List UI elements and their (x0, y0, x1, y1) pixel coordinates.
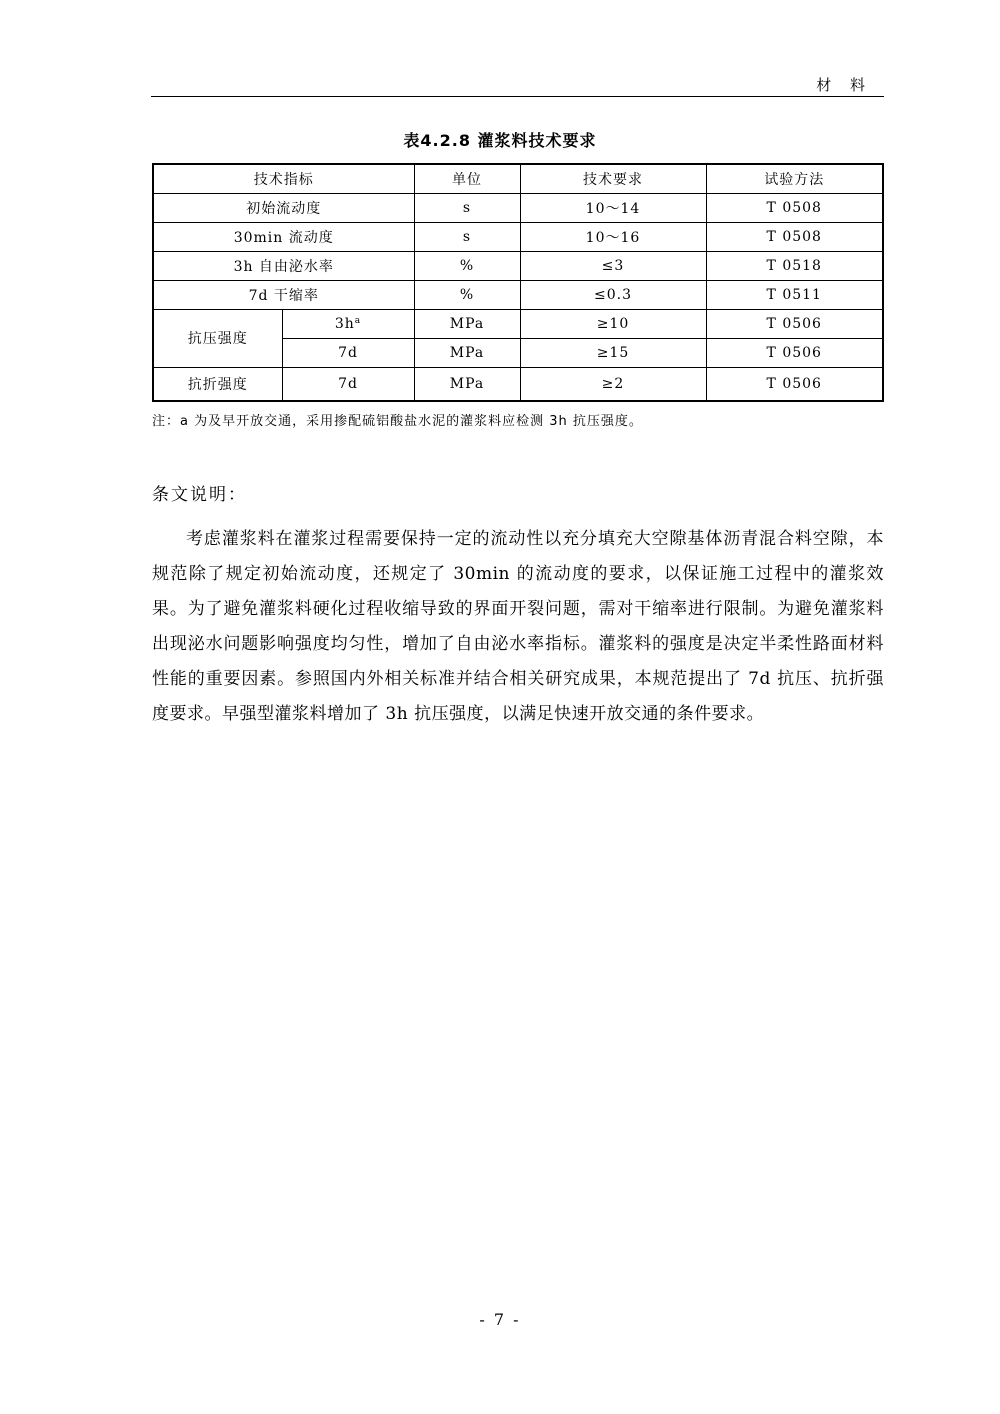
age-cell: 7d (282, 338, 414, 367)
table-row (153, 251, 883, 280)
column-header-indicator: 技术指标 (153, 164, 414, 193)
running-header-title: 材 料 (816, 76, 872, 94)
requirement-cell: 10～14 (520, 193, 706, 222)
explanation-paragraph: 考虑灌浆料在灌浆过程需要保持一定的流动性以充分填充大空隙基体沥青混合料空隙，本规范除了规定初始流动度，还规定了 30min 的流动度的要求，以保证施工过程中的灌浆效果。为了避免灌浆料硬化过程收缩导致的界面开裂问题，需对干缩率进行限制。为避免灌浆料出现泌水问题影响强度均匀性，增加了自由泌水率指标。灌浆料的强度是决定半柔性路面材料性能的重要因素。参照国内外相关标准并结合相关研究成果，本规范提出了 7d 抗压、抗折强度要求。早强型灌浆料增加了 3h 抗压强度，以满足快速开放交通的条件要求。 (152, 529, 884, 724)
unit-cell: % (414, 251, 520, 280)
requirement-cell: ≤0.3 (520, 280, 706, 309)
method-cell: T 0508 (706, 222, 883, 251)
column-header-requirement: 技术要求 (520, 164, 706, 193)
header-rule (151, 96, 884, 97)
method-cell: T 0518 (706, 251, 883, 280)
table-row (153, 309, 883, 338)
table-row (153, 193, 883, 222)
age-text: 3h (334, 315, 355, 332)
table-row (153, 367, 883, 401)
indicator-cell: 初始流动度 (153, 193, 414, 222)
page-number: - 7 - (479, 1310, 521, 1329)
unit-cell: s (414, 222, 520, 251)
requirement-cell: ≥15 (520, 338, 706, 367)
table-row (153, 222, 883, 251)
unit-cell: MPa (414, 338, 520, 367)
table-footnote: 注：a 为及早开放交通，采用掺配硫铝酸盐水泥的灌浆料应检测 3h 抗压强度。 (152, 414, 643, 429)
table-caption: 表4.2.8 灌浆料技术要求 (403, 131, 597, 150)
requirement-cell: ≥10 (520, 309, 706, 338)
unit-cell: % (414, 280, 520, 309)
indicator-cell: 7d 干缩率 (153, 280, 414, 309)
age-cell: 7d (282, 367, 414, 401)
table-row (153, 280, 883, 309)
requirement-cell: ≥2 (520, 367, 706, 401)
method-cell: T 0506 (706, 309, 883, 338)
column-header-unit: 单位 (414, 164, 520, 193)
flexural-strength-label: 抗折强度 (153, 367, 282, 401)
indicator-cell: 30min 流动度 (153, 222, 414, 251)
method-cell: T 0506 (706, 338, 883, 367)
unit-cell: s (414, 193, 520, 222)
indicator-cell: 3h 自由泌水率 (153, 251, 414, 280)
explanation-heading: 条文说明： (152, 485, 247, 505)
footnote-mark: a (354, 315, 362, 326)
age-cell (282, 309, 414, 338)
method-cell: T 0506 (706, 367, 883, 401)
requirement-cell: 10～16 (520, 222, 706, 251)
column-header-method: 试验方法 (706, 164, 883, 193)
method-cell: T 0508 (706, 193, 883, 222)
unit-cell: MPa (414, 309, 520, 338)
compressive-strength-label: 抗压强度 (153, 309, 282, 367)
technical-requirements-table (152, 163, 884, 402)
requirement-cell: ≤3 (520, 251, 706, 280)
method-cell: T 0511 (706, 280, 883, 309)
table-header-row (153, 164, 883, 193)
unit-cell: MPa (414, 367, 520, 401)
